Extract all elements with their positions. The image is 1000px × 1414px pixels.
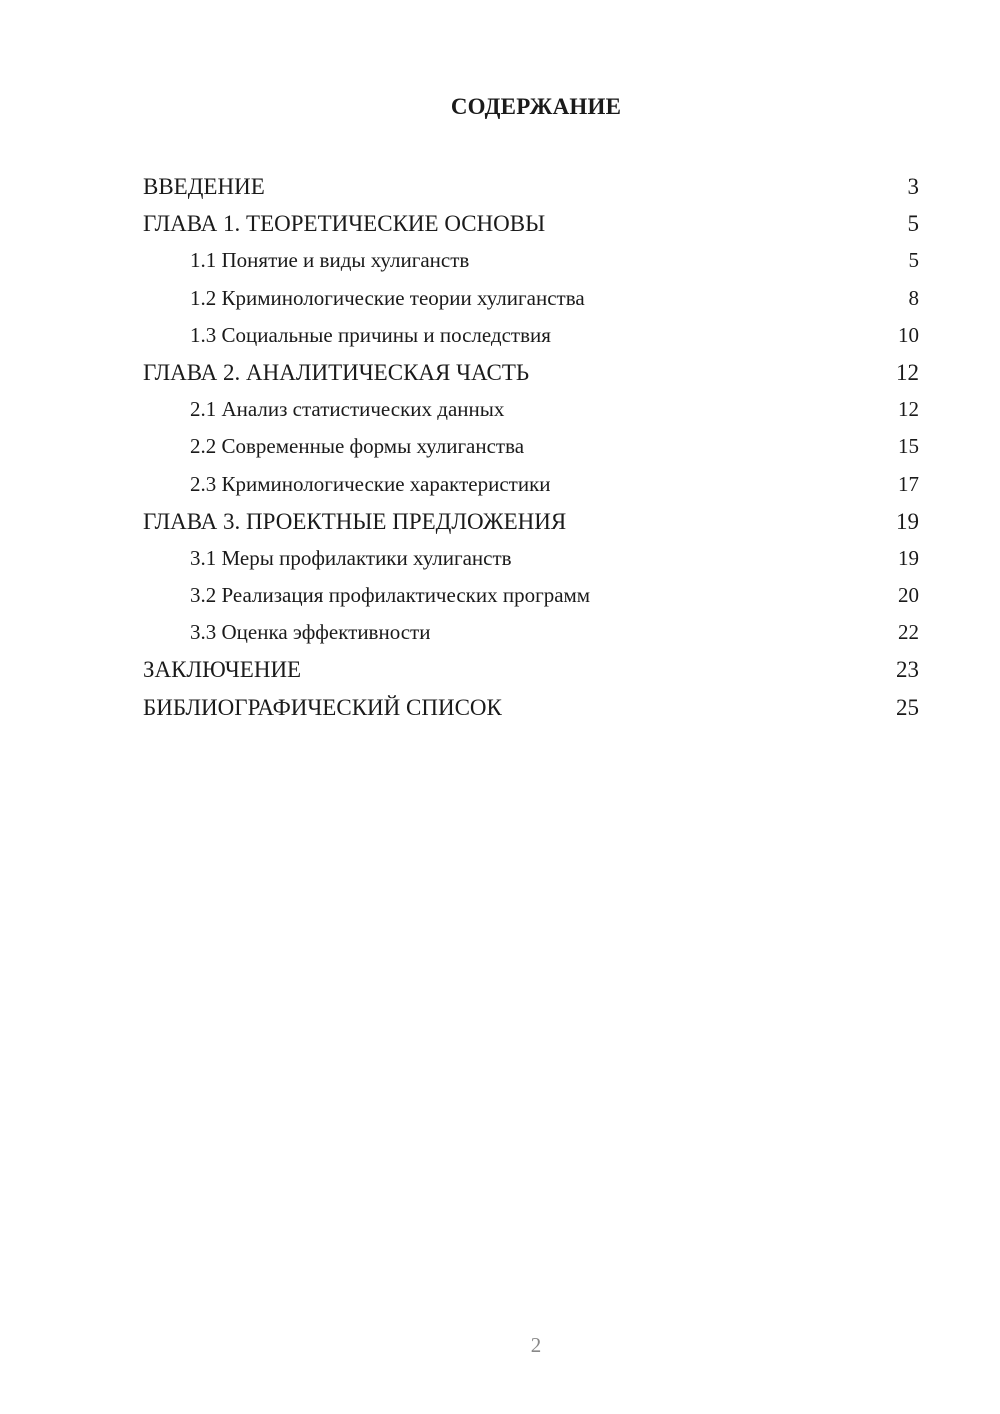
toc-entry-page: 20 bbox=[898, 583, 919, 608]
toc-entry-section-1-2[interactable] bbox=[143, 280, 919, 317]
toc-entry-label: ЗАКЛЮЧЕНИЕ bbox=[143, 657, 302, 683]
toc-entry-label: ГЛАВА 2. АНАЛИТИЧЕСКАЯ ЧАСТЬ bbox=[143, 359, 530, 385]
toc-entry-section-2-3[interactable] bbox=[143, 466, 919, 503]
toc-entry-page: 15 bbox=[898, 434, 919, 459]
toc-entry-page: 17 bbox=[898, 471, 919, 496]
toc-entry-page: 12 bbox=[898, 397, 919, 422]
toc-entry-label: 3.2 Реализация профилактических программ bbox=[190, 583, 591, 608]
toc-entry-section-3-1[interactable] bbox=[143, 540, 919, 577]
toc-entry-label: БИБЛИОГРАФИЧЕСКИЙ СПИСОК bbox=[143, 694, 502, 720]
page-number: 2 bbox=[530, 1333, 542, 1357]
toc-entry-label: 1.3 Социальные причины и последствия bbox=[190, 322, 551, 347]
toc-entry-page: 5 bbox=[907, 211, 919, 237]
toc-entry-section-1-1[interactable] bbox=[143, 242, 919, 279]
toc-entry-page: 10 bbox=[898, 322, 919, 347]
toc-entry-label: 3.3 Оценка эффективности bbox=[190, 620, 431, 645]
toc-title: СОДЕРЖАНИЕ bbox=[450, 94, 622, 119]
toc-entry-chapter-2[interactable] bbox=[143, 354, 919, 391]
toc-entry-label: 2.2 Современные формы хулиганства bbox=[190, 434, 525, 459]
toc-entry-page: 25 bbox=[896, 694, 919, 720]
toc-entry-page: 22 bbox=[898, 620, 919, 645]
toc-entry-page: 8 bbox=[908, 285, 919, 310]
toc-entry-label: 3.1 Меры профилактики хулиганств bbox=[190, 545, 512, 570]
toc-entry-page: 23 bbox=[896, 657, 919, 683]
toc-entry-label: 2.3 Криминологические характеристики bbox=[190, 471, 551, 496]
toc-entry-chapter-3[interactable] bbox=[143, 503, 919, 540]
toc-entry-label: ВВЕДЕНИЕ bbox=[143, 174, 265, 199]
toc-entry-section-3-3[interactable] bbox=[143, 614, 919, 651]
toc-entry-introduction[interactable] bbox=[143, 168, 919, 205]
toc-entry-section-3-2[interactable] bbox=[143, 577, 919, 614]
toc-entry-label: 1.1 Понятие и виды хулиганств bbox=[190, 248, 470, 273]
toc-entry-chapter-1[interactable] bbox=[143, 205, 919, 242]
toc-entry-page: 5 bbox=[908, 248, 919, 273]
toc-entry-section-2-1[interactable] bbox=[143, 391, 919, 428]
toc-entry-label: 2.1 Анализ статистических данных bbox=[190, 397, 505, 422]
toc-entry-section-2-2[interactable] bbox=[143, 428, 919, 465]
toc-entry-bibliography[interactable] bbox=[143, 689, 919, 726]
toc-entry-label: ГЛАВА 3. ПРОЕКТНЫЕ ПРЕДЛОЖЕНИЯ bbox=[143, 508, 567, 534]
toc-entry-label: 1.2 Криминологические теории хулиганства bbox=[190, 285, 585, 310]
toc-entry-conclusion[interactable] bbox=[143, 651, 919, 688]
toc-entry-section-1-3[interactable] bbox=[143, 317, 919, 354]
toc-entry-page: 19 bbox=[896, 508, 919, 534]
toc-entry-page: 12 bbox=[896, 359, 919, 385]
toc-entry-page: 19 bbox=[898, 545, 919, 570]
table-of-contents bbox=[143, 168, 919, 726]
toc-entry-label: ГЛАВА 1. ТЕОРЕТИЧЕСКИЕ ОСНОВЫ bbox=[143, 211, 546, 237]
toc-entry-page: 3 bbox=[907, 174, 919, 199]
